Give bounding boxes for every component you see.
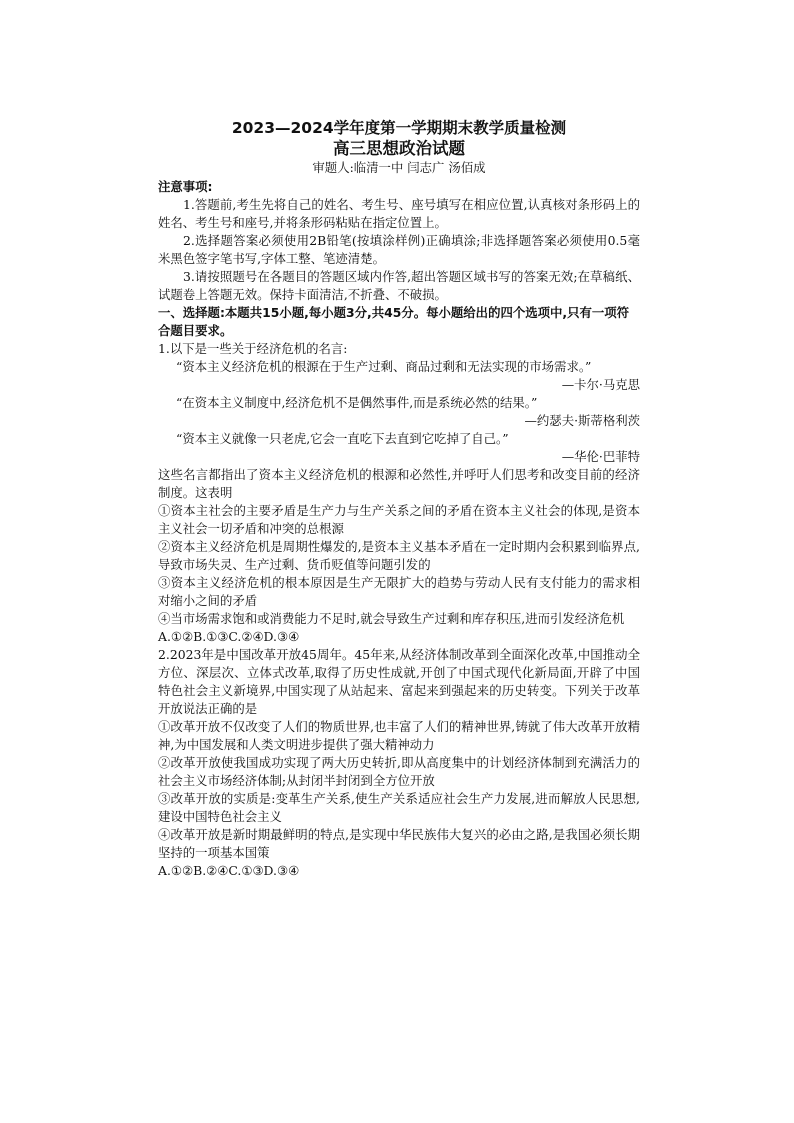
question-2-options: A.①②B.②④C.①③D.③④ [158,863,300,878]
question-2-statement-4: ④改革开放是新时期最鲜明的特点,是实现中华民族伟大复兴的必由之路,是我国必须长期坚持的一项基本国策 [158,827,640,860]
exam-page [158,114,640,880]
question-1-statement-2: ②资本主义经济危机是周期性爆发的,是资本主义基本矛盾在一定时期内会积累到临界点,导致市场失灵、生产过剩、货币贬值等问题引发的 [158,539,640,572]
exam-title: 2023—2024学年度第一学期期末教学质量检测 [231,119,567,137]
quote-2-author: —约瑟夫·斯蒂格利茨 [524,413,640,428]
question-1-stem-tail: 这些名言都指出了资本主义经济危机的根源和必然性,并呼吁人们思考和改变目前的经济制度。这表明 [158,467,640,500]
reviewers-line: 审题人:临清一中 闫志广 汤佰成 [312,160,486,175]
question-2 [158,646,640,880]
quote-2: “在资本主义制度中,经济危机不是偶然事件,而是系统必然的结果。” [176,395,538,410]
exam-subtitle: 高三思想政治试题 [333,139,465,158]
question-1-statement-3: ③资本主义经济危机的根本原因是生产无限扩大的趋势与劳动人民有支付能力的需求相对缩小之间的矛盾 [158,575,640,608]
question-1 [158,340,640,646]
question-1-statement-4: ④当市场需求饱和或消费能力不足时,就会导致生产过剩和库存积压,进而引发经济危机 [158,611,625,626]
notice-item-3: 3.请按照题号在各题目的答题区域内作答,超出答题区域书写的答案无效;在草稿纸、试题卷上答题无效。保持卡面清洁,不折叠、不破损。 [158,269,640,302]
notice-item-1: 1.答题前,考生先将自己的姓名、考生号、座号填写在相应位置,认真核对条形码上的姓名、考生号和座号,并将条形码粘贴在指定位置上。 [158,197,640,230]
question-2-statement-3: ③改革开放的实质是:变革生产关系,使生产关系适应社会生产力发展,进而解放人民思想,建设中国特色社会主义 [158,791,640,824]
question-2-statement-2: ②改革开放使我国成功实现了两大历史转折,即从高度集中的计划经济体制到充满活力的社会主义市场经济体制;从封闭半封闭到全方位开放 [158,755,640,788]
section-heading: 一、选择题:本题共15小题,每小题3分,共45分。每小题给出的四个选项中,只有一项符合题目要求。 [158,305,630,338]
quote-1-author: —卡尔·马克思 [561,377,640,392]
quote-3-author: —华伦·巴菲特 [561,449,640,464]
question-1-intro: 1.以下是一些关于经济危机的名言: [158,341,348,356]
quote-3: “资本主义就像一只老虎,它会一直吃下去直到它吃掉了自己。” [176,431,509,446]
question-2-stem: 2.2023年是中国改革开放45周年。45年来,从经济体制改革到全面深化改革,中国推动全方位、深层次、立体式改革,取得了历史性成就,开创了中国式现代化新局面,开辟了中国特色社会主义新境界,中国实现了从站起来、富起来到强起来的历史转变。下列关于改革开放说法正确的是 [158,647,640,716]
notice-item-2: 2.选择题答案必须使用2B铅笔(按填涂样例)正确填涂;非选择题答案必须使用0.5毫米黑色签字笔书写,字体工整、笔迹清楚。 [158,233,640,266]
notice-heading: 注意事项: [158,179,213,194]
question-2-statement-1: ①改革开放不仅改变了人们的物质世界,也丰富了人们的精神世界,铸就了伟大改革开放精神,为中国发展和人类文明进步提供了强大精神动力 [158,719,640,752]
quote-1: “资本主义经济危机的根源在于生产过剩、商品过剩和无法实现的市场需求。” [176,359,592,374]
question-1-statement-1: ①资本主社会的主要矛盾是生产力与生产关系之间的矛盾在资本主义社会的体现,是资本主义社会一切矛盾和冲突的总根源 [158,503,640,536]
question-1-options: A.①②B.①③C.②④D.③④ [158,629,300,644]
